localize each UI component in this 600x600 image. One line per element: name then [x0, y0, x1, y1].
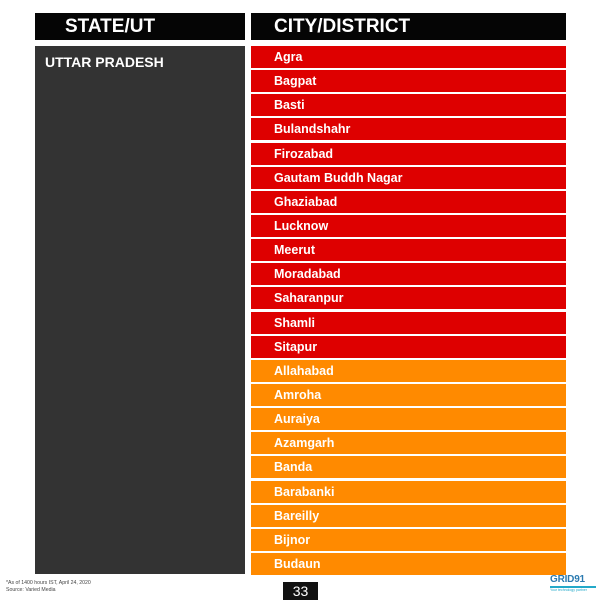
city-row-red: Moradabad [251, 263, 566, 285]
city-row-red: Firozabad [251, 143, 566, 165]
city-list [251, 46, 566, 577]
city-row-red: Shamli [251, 312, 566, 334]
city-row-red: Saharanpur [251, 287, 566, 309]
city-row-orange: Allahabad [251, 360, 566, 382]
city-row-red: Basti [251, 94, 566, 116]
city-row-orange: Amroha [251, 384, 566, 406]
city-row-red: Ghaziabad [251, 191, 566, 213]
source-note: Source: Varied Media [6, 586, 56, 593]
logo-wordmark: GRID91 [550, 574, 585, 585]
city-row-red: Bulandshahr [251, 118, 566, 140]
city-row-orange: Banda [251, 456, 566, 478]
state-name: UTTAR PRADESH [45, 54, 164, 70]
city-row-orange: Budaun [251, 553, 566, 575]
city-row-red: Agra [251, 46, 566, 68]
city-row-red: Gautam Buddh Nagar [251, 167, 566, 189]
state-column-header: STATE/UT [35, 13, 245, 40]
timestamp-note: *As of 1400 hours IST, April 24, 2020 [6, 580, 91, 586]
grid91-logo [550, 574, 598, 596]
city-row-red: Bagpat [251, 70, 566, 92]
footnote [6, 580, 91, 593]
state-panel [35, 46, 245, 574]
city-row-red: Lucknow [251, 215, 566, 237]
city-row-orange: Bareilly [251, 505, 566, 527]
city-row-orange: Azamgarh [251, 432, 566, 454]
city-row-orange: Barabanki [251, 481, 566, 503]
city-column-header: CITY/DISTRICT [251, 13, 566, 40]
city-row-orange: Auraiya [251, 408, 566, 430]
city-row-red: Sitapur [251, 336, 566, 358]
city-row-red: Meerut [251, 239, 566, 261]
city-row-orange: Bijnor [251, 529, 566, 551]
logo-tagline: Your technology partner [550, 587, 588, 592]
page-number: 33 [283, 582, 318, 600]
